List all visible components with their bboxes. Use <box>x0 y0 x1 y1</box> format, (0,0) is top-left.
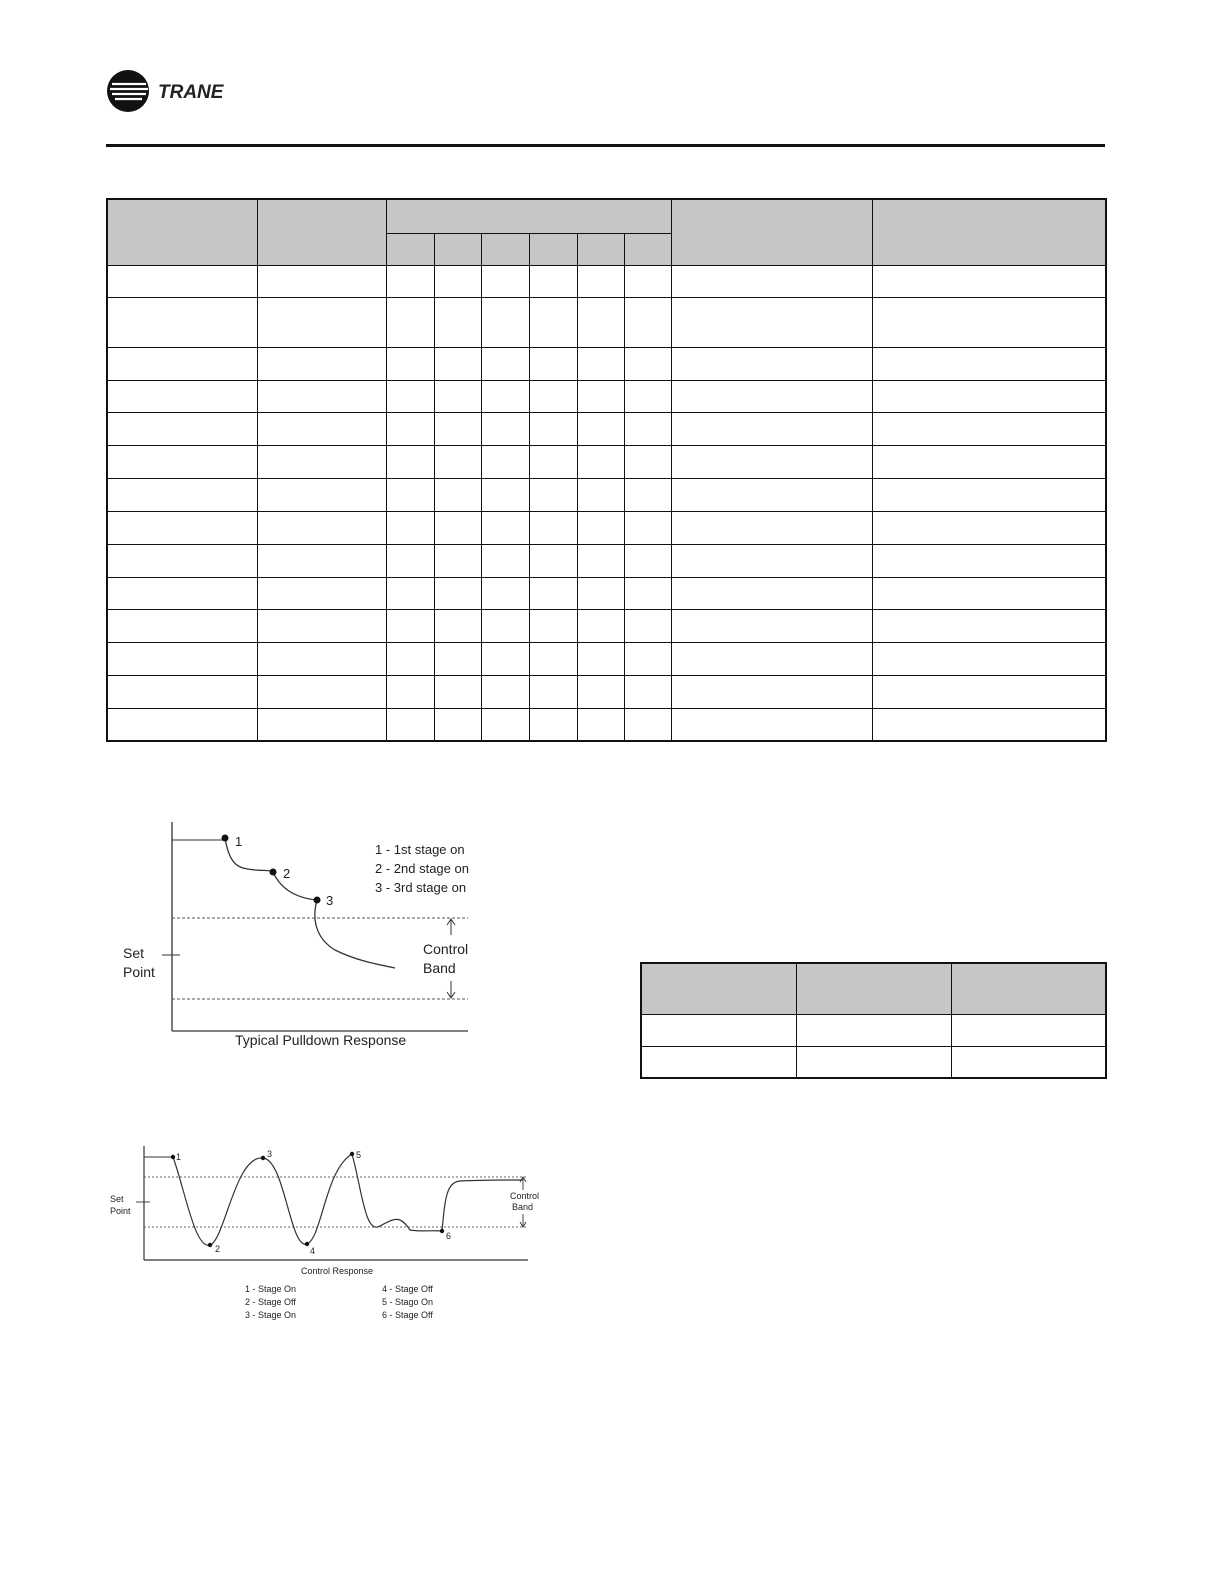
brand-name: TRANE <box>158 82 224 103</box>
table-cell <box>386 478 434 511</box>
legend-entry: 1 - 1st stage on <box>375 842 465 857</box>
table-cell <box>529 297 577 347</box>
table-cell <box>529 347 577 380</box>
table-cell <box>951 1046 1106 1078</box>
point-label: 1 <box>176 1152 182 1162</box>
legend-entry: 2 - Stage Off <box>245 1297 296 1307</box>
table-cell <box>577 347 624 380</box>
table-cell <box>257 297 386 347</box>
table-cell <box>872 445 1106 478</box>
table-cell <box>434 708 481 741</box>
table-cell <box>671 347 872 380</box>
table-cell <box>671 478 872 511</box>
table-cell <box>257 478 386 511</box>
table-cell <box>872 675 1106 708</box>
table-cell <box>386 708 434 741</box>
table-cell <box>641 1014 796 1046</box>
table-cell <box>671 544 872 577</box>
table-cell <box>434 445 481 478</box>
table-cell <box>577 675 624 708</box>
table-cell <box>872 412 1106 445</box>
table-cell <box>481 445 529 478</box>
main-table-body <box>107 265 1106 741</box>
table-cell <box>624 544 671 577</box>
point-label: 1 <box>235 834 243 849</box>
table-cell <box>624 708 671 741</box>
table-cell <box>386 380 434 412</box>
table-cell <box>796 1014 951 1046</box>
set-point-label: Set <box>123 945 145 961</box>
table-cell <box>624 609 671 642</box>
table-cell <box>481 265 529 297</box>
table-cell <box>107 609 257 642</box>
legend-entry: 2 - 2nd stage on <box>375 861 469 876</box>
table-cell <box>386 675 434 708</box>
table-cell <box>434 478 481 511</box>
table-cell <box>257 445 386 478</box>
table-cell <box>577 577 624 609</box>
table-row <box>107 544 1106 577</box>
small-table <box>640 962 1107 1079</box>
table-cell <box>434 380 481 412</box>
pulldown-response-figure <box>100 808 520 1058</box>
table-cell <box>481 297 529 347</box>
table-cell <box>386 544 434 577</box>
table-cell <box>624 297 671 347</box>
table-cell <box>624 675 671 708</box>
table-cell <box>107 577 257 609</box>
table-cell <box>577 297 624 347</box>
table-cell <box>624 380 671 412</box>
table-cell <box>257 708 386 741</box>
table-cell <box>107 642 257 675</box>
table-cell <box>872 609 1106 642</box>
point-label: 2 <box>215 1244 221 1254</box>
table-cell <box>434 511 481 544</box>
main-table <box>106 198 1107 742</box>
table-row <box>641 1046 1106 1078</box>
table-cell <box>257 675 386 708</box>
table-cell <box>481 675 529 708</box>
point-label: 3 <box>267 1149 273 1159</box>
table-cell <box>872 577 1106 609</box>
table-cell <box>481 511 529 544</box>
table-cell <box>434 265 481 297</box>
table-row <box>107 609 1106 642</box>
table-row <box>107 511 1106 544</box>
table-cell <box>257 544 386 577</box>
table-cell <box>529 609 577 642</box>
table-row <box>107 675 1106 708</box>
table-cell <box>624 445 671 478</box>
set-point-label: Point <box>123 964 155 980</box>
table-cell <box>872 347 1106 380</box>
table-cell <box>107 511 257 544</box>
table-row <box>107 380 1106 412</box>
table-cell <box>577 544 624 577</box>
subheader-cell <box>529 233 577 265</box>
table-cell <box>671 412 872 445</box>
table-cell <box>671 609 872 642</box>
header-cell <box>671 199 872 265</box>
header-cell <box>257 199 386 265</box>
table-cell <box>481 347 529 380</box>
table-cell <box>386 511 434 544</box>
table-cell <box>671 445 872 478</box>
table-cell <box>434 544 481 577</box>
table-cell <box>529 675 577 708</box>
table-cell <box>624 577 671 609</box>
header-cell <box>107 199 257 265</box>
stage-point <box>440 1229 444 1233</box>
subheader-cell <box>624 233 671 265</box>
table-cell <box>257 380 386 412</box>
table-cell <box>257 347 386 380</box>
table-cell <box>624 265 671 297</box>
table-cell <box>577 478 624 511</box>
table-cell <box>107 445 257 478</box>
table-cell <box>481 609 529 642</box>
point-label: 4 <box>310 1246 316 1256</box>
header-cell <box>951 963 1106 1014</box>
stage-point <box>171 1155 175 1159</box>
table-cell <box>872 708 1106 741</box>
table-cell <box>386 577 434 609</box>
point-label: 5 <box>356 1150 362 1160</box>
table-cell <box>481 544 529 577</box>
table-cell <box>577 609 624 642</box>
table-cell <box>529 511 577 544</box>
table-cell <box>481 642 529 675</box>
table-cell <box>796 1046 951 1078</box>
control-response-figure <box>100 1140 560 1330</box>
table-row <box>107 642 1106 675</box>
table-cell <box>624 478 671 511</box>
table-row <box>107 445 1106 478</box>
subheader-cell <box>386 233 434 265</box>
table-row <box>107 478 1106 511</box>
table-cell <box>386 412 434 445</box>
header-cell <box>796 963 951 1014</box>
legend-entry: 1 - Stage On <box>245 1284 297 1294</box>
table-cell <box>386 265 434 297</box>
table-cell <box>386 347 434 380</box>
table-cell <box>257 577 386 609</box>
table-cell <box>951 1014 1106 1046</box>
table-row <box>107 265 1106 297</box>
table-cell <box>434 577 481 609</box>
table-cell <box>624 511 671 544</box>
table-cell <box>671 675 872 708</box>
table-cell <box>257 511 386 544</box>
stage-point <box>261 1156 265 1160</box>
table-cell <box>641 1046 796 1078</box>
point-label: 6 <box>446 1231 452 1241</box>
table-row <box>107 297 1106 347</box>
table-cell <box>577 511 624 544</box>
table-cell <box>107 708 257 741</box>
trane-logo <box>106 68 246 114</box>
table-cell <box>257 265 386 297</box>
table-cell <box>257 412 386 445</box>
header-cell <box>641 963 796 1014</box>
table-cell <box>434 297 481 347</box>
table-cell <box>107 297 257 347</box>
table-cell <box>529 412 577 445</box>
table-cell <box>386 445 434 478</box>
table-cell <box>481 478 529 511</box>
table-cell <box>434 609 481 642</box>
table-cell <box>107 380 257 412</box>
table-row <box>107 577 1106 609</box>
table-cell <box>434 412 481 445</box>
figure-caption: Typical Pulldown Response <box>235 1032 407 1048</box>
table-cell <box>529 380 577 412</box>
header-group-cell <box>386 199 671 233</box>
subheader-cell <box>481 233 529 265</box>
point-label: 3 <box>326 893 334 908</box>
table-cell <box>671 265 872 297</box>
table-cell <box>671 380 872 412</box>
set-point-label: Point <box>110 1206 131 1216</box>
header-rule <box>106 144 1105 147</box>
table-cell <box>529 544 577 577</box>
stage-point <box>222 835 229 842</box>
control-band-label: Band <box>512 1202 534 1212</box>
table-cell <box>107 478 257 511</box>
table-cell <box>529 445 577 478</box>
table-cell <box>386 297 434 347</box>
small-table-body <box>641 1014 1106 1078</box>
subheader-cell <box>577 233 624 265</box>
stage-point <box>314 897 321 904</box>
table-row <box>107 708 1106 741</box>
table-cell <box>577 380 624 412</box>
table-cell <box>107 675 257 708</box>
table-cell <box>671 511 872 544</box>
legend-entry: 5 - Stago On <box>382 1297 434 1307</box>
table-cell <box>529 577 577 609</box>
table-cell <box>671 642 872 675</box>
table-cell <box>529 478 577 511</box>
stage-point <box>270 869 277 876</box>
legend-entry: 6 - Stage Off <box>382 1310 433 1320</box>
table-cell <box>577 412 624 445</box>
table-cell <box>671 577 872 609</box>
table-cell <box>624 412 671 445</box>
table-cell <box>529 642 577 675</box>
table-cell <box>386 642 434 675</box>
table-cell <box>671 708 872 741</box>
table-cell <box>577 265 624 297</box>
table-cell <box>671 297 872 347</box>
control-band-label: Control <box>423 941 469 957</box>
table-cell <box>257 609 386 642</box>
table-cell <box>481 708 529 741</box>
legend-entry: 3 - 3rd stage on <box>375 880 467 895</box>
table-row <box>107 347 1106 380</box>
stage-point <box>305 1242 309 1246</box>
table-cell <box>872 511 1106 544</box>
table-cell <box>107 265 257 297</box>
stage-point <box>208 1243 212 1247</box>
table-cell <box>577 642 624 675</box>
table-cell <box>872 642 1106 675</box>
table-cell <box>577 708 624 741</box>
header-cell <box>872 199 1106 265</box>
table-cell <box>481 412 529 445</box>
table-cell <box>872 478 1106 511</box>
table-cell <box>624 642 671 675</box>
control-band-label: Control <box>510 1191 540 1201</box>
legend-entry: 3 - Stage On <box>245 1310 297 1320</box>
table-cell <box>107 544 257 577</box>
table-cell <box>872 297 1106 347</box>
table-cell <box>107 347 257 380</box>
table-cell <box>529 265 577 297</box>
table-cell <box>434 347 481 380</box>
table-cell <box>434 675 481 708</box>
table-cell <box>257 642 386 675</box>
point-label: 2 <box>283 866 291 881</box>
table-cell <box>386 609 434 642</box>
table-cell <box>577 445 624 478</box>
table-cell <box>481 380 529 412</box>
stage-point <box>350 1152 354 1156</box>
legend-entry: 4 - Stage Off <box>382 1284 433 1294</box>
table-cell <box>872 380 1106 412</box>
table-cell <box>529 708 577 741</box>
table-cell <box>434 642 481 675</box>
table-cell <box>872 265 1106 297</box>
table-row <box>107 412 1106 445</box>
subheader-cell <box>434 233 481 265</box>
table-cell <box>481 577 529 609</box>
table-cell <box>872 544 1106 577</box>
table-cell <box>624 347 671 380</box>
figure-caption: Control Response <box>301 1266 374 1276</box>
set-point-label: Set <box>110 1194 124 1204</box>
control-band-label: Band <box>423 960 456 976</box>
table-cell <box>107 412 257 445</box>
table-row <box>641 1014 1106 1046</box>
